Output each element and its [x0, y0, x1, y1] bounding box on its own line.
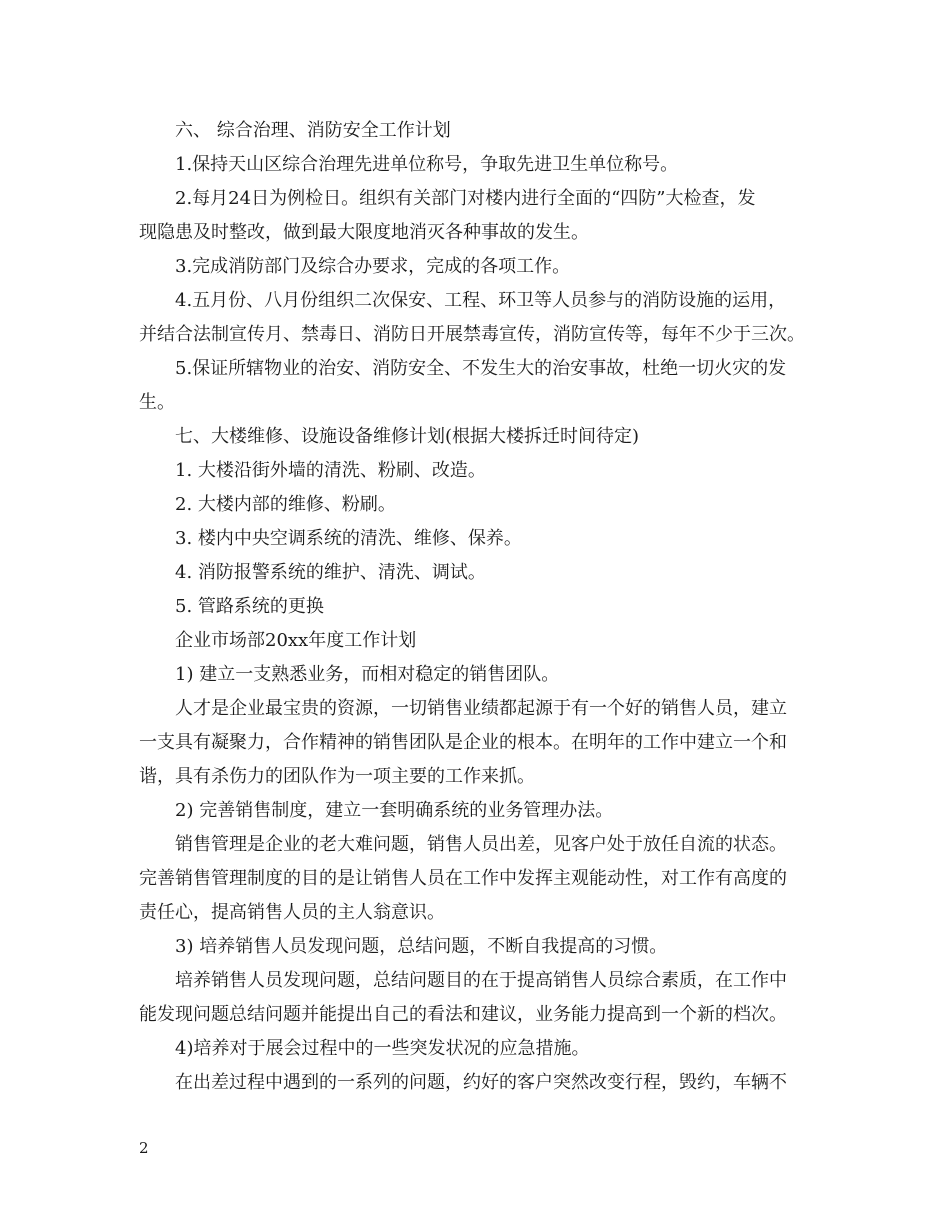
- text-line: 5. 管路系统的更换: [175, 596, 324, 617]
- text-line: 销售管理是企业的老大难问题，销售人员出差，见客户处于放任自流的状态。: [175, 834, 787, 855]
- section-heading-7: 七、大楼维修、设施设备维修计划(根据大楼拆迁时间待定): [175, 426, 640, 447]
- text-line: 4.五月份、八月份组织二次保安、工程、环卫等人员参与的消防设施的运用，: [175, 290, 787, 311]
- text-line: 人才是企业最宝贵的资源，一切销售业绩都起源于有一个好的销售人员，建立: [175, 698, 787, 719]
- text-line: 4)培养对于展会过程中的一些突发状况的应急措施。: [175, 1038, 590, 1059]
- text-line: 4. 消防报警系统的维护、清洗、调试。: [175, 562, 486, 583]
- text-line: 1. 大楼沿街外墙的清洗、粉刷、改造。: [175, 460, 486, 481]
- text-line: 1.保持天山区综合治理先进单位称号，争取先进卫生单位称号。: [175, 154, 679, 175]
- text-line: 谐，具有杀伤力的团队作为一项主要的工作来抓。: [139, 766, 535, 787]
- text-line: 3. 楼内中央空调系统的清洗、维修、保养。: [175, 528, 522, 549]
- text-line: 现隐患及时整改，做到最大限度地消灭各种事故的发生。: [139, 222, 589, 243]
- section-heading-6: 六、 综合治理、消防安全工作计划: [175, 120, 451, 141]
- text-line: 3.完成消防部门及综合办要求，完成的各项工作。: [175, 256, 571, 277]
- text-line: 完善销售管理制度的目的是让销售人员在工作中发挥主观能动性，对工作有高度的: [139, 868, 787, 889]
- text-line: 2. 大楼内部的维修、粉刷。: [175, 494, 396, 515]
- text-line: 1) 建立一支熟悉业务，而相对稳定的销售团队。: [175, 664, 560, 685]
- text-line: 一支具有凝聚力，合作精神的销售团队是企业的根本。在明年的工作中建立一个和: [139, 732, 787, 753]
- text-line: 2) 完善销售制度，建立一套明确系统的业务管理办法。: [175, 800, 614, 821]
- text-line: 生。: [139, 392, 175, 413]
- text-line: 3) 培养销售人员发现问题，总结问题，不断自我提高的习惯。: [175, 936, 668, 957]
- text-line: 5.保证所辖物业的治安、消防安全、不发生大的治安事故，杜绝一切火灾的发: [175, 358, 787, 379]
- text-line: 并结合法制宣传月、禁毒日、消防日开展禁毒宣传，消防宣传等，每年不少于三次。: [139, 324, 805, 345]
- text-line: 在出差过程中遇到的一系列的问题，约好的客户突然改变行程，毁约，车辆不: [175, 1072, 787, 1093]
- page-number: 2: [139, 1139, 149, 1157]
- text-line: 能发现问题总结问题并能提出自己的看法和建议，业务能力提高到一个新的档次。: [139, 1004, 787, 1025]
- text-line: 2.每月24日为例检日。组织有关部门对楼内进行全面的“四防”大检查，发: [175, 188, 756, 209]
- text-line: 责任心，提高销售人员的主人翁意识。: [139, 902, 445, 923]
- text-line: 培养销售人员发现问题，总结问题目的在于提高销售人员综合素质，在工作中: [175, 970, 787, 991]
- document-subtitle: 企业市场部20xx年度工作计划: [175, 630, 417, 651]
